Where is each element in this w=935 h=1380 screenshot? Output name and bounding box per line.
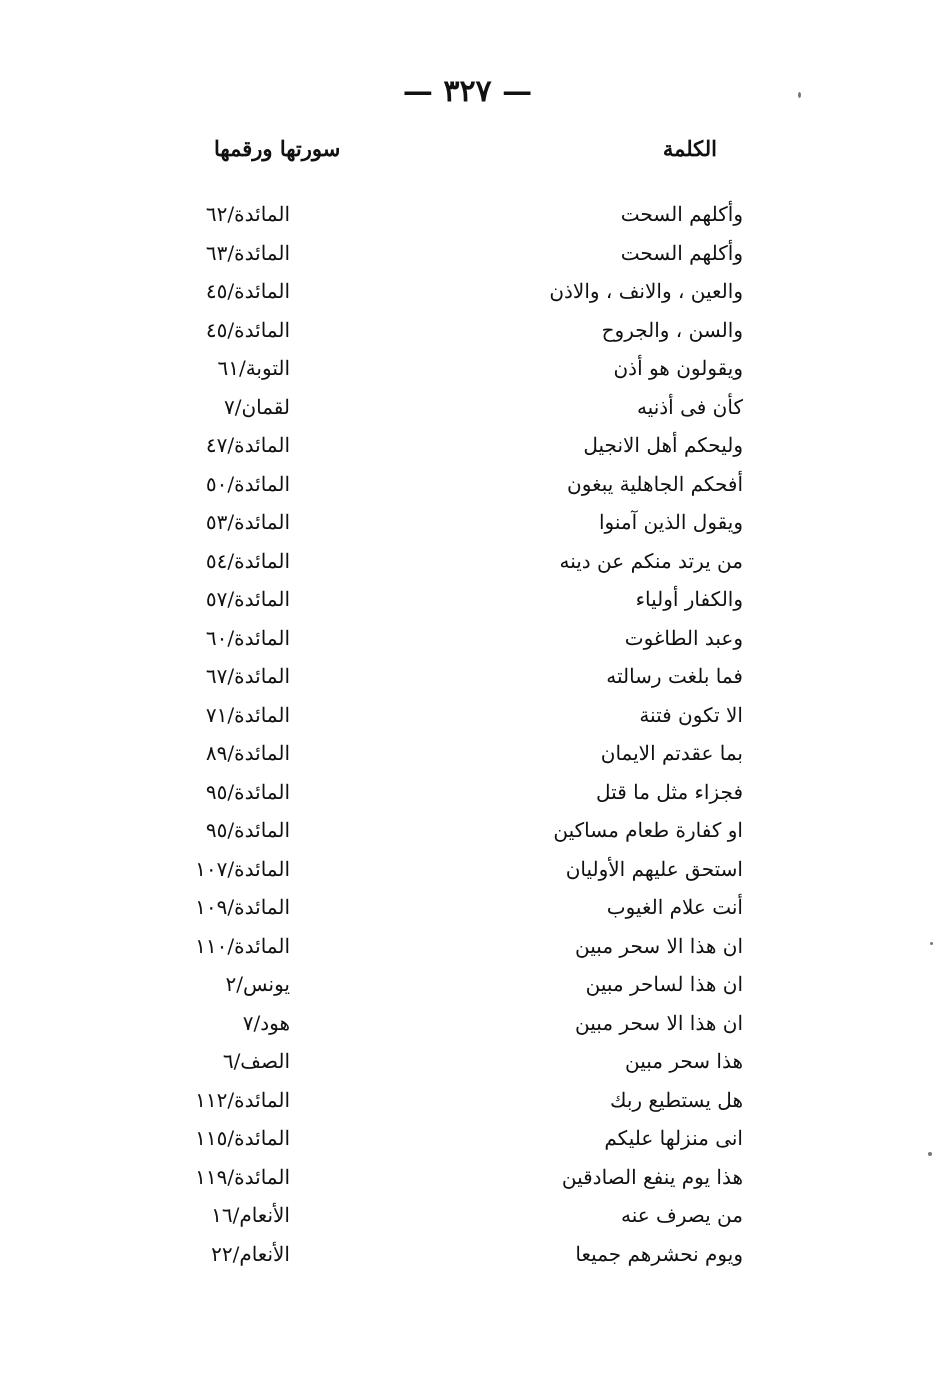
column-header-reference: سورتها ورقمها <box>214 136 341 161</box>
entry-reference: هود/٧ <box>242 1010 290 1035</box>
list-item <box>0 622 935 661</box>
entry-word: ويوم نحشرهم جميعا <box>575 1241 743 1266</box>
entry-reference: الصف/٦ <box>222 1049 290 1073</box>
entry-word: وأكلهم السحت <box>620 240 743 265</box>
entry-reference: المائدة/٩٥ <box>205 779 290 804</box>
list-item <box>0 275 935 314</box>
list-item <box>0 1045 935 1084</box>
entry-word: كأن فى أذنيه <box>636 394 743 419</box>
entry-reference: المائدة/٦٧ <box>205 664 290 688</box>
entry-word: فما بلغت رسالته <box>606 664 743 688</box>
list-item <box>0 314 935 353</box>
list-item <box>0 506 935 545</box>
list-item <box>0 1238 935 1277</box>
entry-word: ان هذا الا سحر مبين <box>575 933 743 958</box>
entry-reference: المائدة/١٠٧ <box>195 856 290 881</box>
list-item <box>0 1007 935 1046</box>
entry-word: وليحكم أهل الانجيل <box>583 433 743 457</box>
entry-word: ان هذا الا سحر مبين <box>575 1010 743 1035</box>
list-item <box>0 545 935 584</box>
entry-reference: المائدة/٦٢ <box>205 202 290 226</box>
list-item <box>0 429 935 468</box>
list-item <box>0 1084 935 1123</box>
list-item <box>0 1199 935 1238</box>
page-number: — ٣٢٧ — <box>402 74 533 109</box>
entry-word: من يرتد منكم عن دينه <box>559 548 743 573</box>
entry-reference: المائدة/١١٥ <box>195 1126 290 1150</box>
entry-word: ويقول الذين آمنوا <box>598 510 743 534</box>
entry-reference: التوبة/٦١ <box>217 356 290 380</box>
list-item <box>0 891 935 930</box>
list-item <box>0 198 935 237</box>
list-item <box>0 1161 935 1200</box>
entry-word: من يصرف عنه <box>620 1203 743 1227</box>
entry-word: أنت علام الغيوب <box>606 895 743 919</box>
list-item <box>0 814 935 853</box>
entries-list <box>0 198 935 1276</box>
list-item <box>0 352 935 391</box>
entry-reference: المائدة/٨٩ <box>205 741 290 765</box>
entry-word: وعبد الطاغوت <box>624 625 743 650</box>
entry-reference: يونس/٢ <box>225 972 290 996</box>
entry-word: استحق عليهم الأوليان <box>565 856 743 881</box>
entry-reference: المائدة/٤٥ <box>205 279 290 303</box>
entry-reference: المائدة/٥٧ <box>205 587 290 611</box>
entry-reference: المائدة/٩٥ <box>205 818 290 842</box>
entry-word: بما عقدتم الايمان <box>600 741 743 765</box>
entry-reference: المائدة/١١٠ <box>195 933 290 958</box>
entry-word: وأكلهم السحت <box>620 202 743 226</box>
scan-speck <box>930 942 933 945</box>
entry-word: او كفارة طعام مساكين <box>553 818 743 842</box>
list-item <box>0 853 935 892</box>
column-header-word: الكلمة <box>662 136 717 161</box>
entry-reference: المائدة/٦٣ <box>205 240 290 265</box>
list-item <box>0 391 935 430</box>
list-item <box>0 699 935 738</box>
list-item <box>0 583 935 622</box>
entry-reference: المائدة/٥٤ <box>205 548 290 573</box>
entry-reference: المائدة/١١٢ <box>195 1087 290 1112</box>
entry-word: هل يستطيع ربك <box>609 1087 743 1112</box>
entry-word: الا تكون فتنة <box>639 702 743 727</box>
entry-reference: الأنعام/٢٢ <box>211 1241 290 1266</box>
list-item <box>0 737 935 776</box>
list-item <box>0 930 935 969</box>
entry-reference: المائدة/٦٠ <box>205 625 290 650</box>
entry-word: هذا سحر مبين <box>624 1049 743 1073</box>
entry-word: والعين ، والانف ، والاذن <box>549 279 743 303</box>
scan-speck <box>928 1152 932 1156</box>
list-item <box>0 660 935 699</box>
entry-reference: المائدة/١٠٩ <box>195 895 290 919</box>
scan-speck <box>798 92 801 98</box>
entry-reference: لقمان/٧ <box>223 394 290 419</box>
list-item <box>0 776 935 815</box>
entry-word: والسن ، والجروح <box>601 317 743 342</box>
entry-reference: الأنعام/١٦ <box>211 1203 290 1227</box>
entry-reference: المائدة/٤٥ <box>205 317 290 342</box>
entry-word: انى منزلها عليكم <box>604 1126 743 1150</box>
entry-word: ان هذا لساحر مبين <box>585 972 743 996</box>
entry-word: هذا يوم ينفع الصادقين <box>561 1164 743 1189</box>
entry-word: والكفار أولياء <box>635 587 743 611</box>
list-item <box>0 1122 935 1161</box>
entry-reference: المائدة/١١٩ <box>195 1164 290 1189</box>
entry-word: ويقولون هو أذن <box>613 356 743 380</box>
list-item <box>0 237 935 276</box>
entry-reference: المائدة/٧١ <box>205 702 290 727</box>
entry-reference: المائدة/٥٣ <box>205 510 290 534</box>
entry-reference: المائدة/٤٧ <box>205 433 290 457</box>
entry-word: فجزاء مثل ما قتل <box>596 779 743 804</box>
list-item <box>0 468 935 507</box>
list-item <box>0 968 935 1007</box>
entry-reference: المائدة/٥٠ <box>205 471 290 496</box>
entry-word: أفحكم الجاهلية يبغون <box>567 471 743 496</box>
